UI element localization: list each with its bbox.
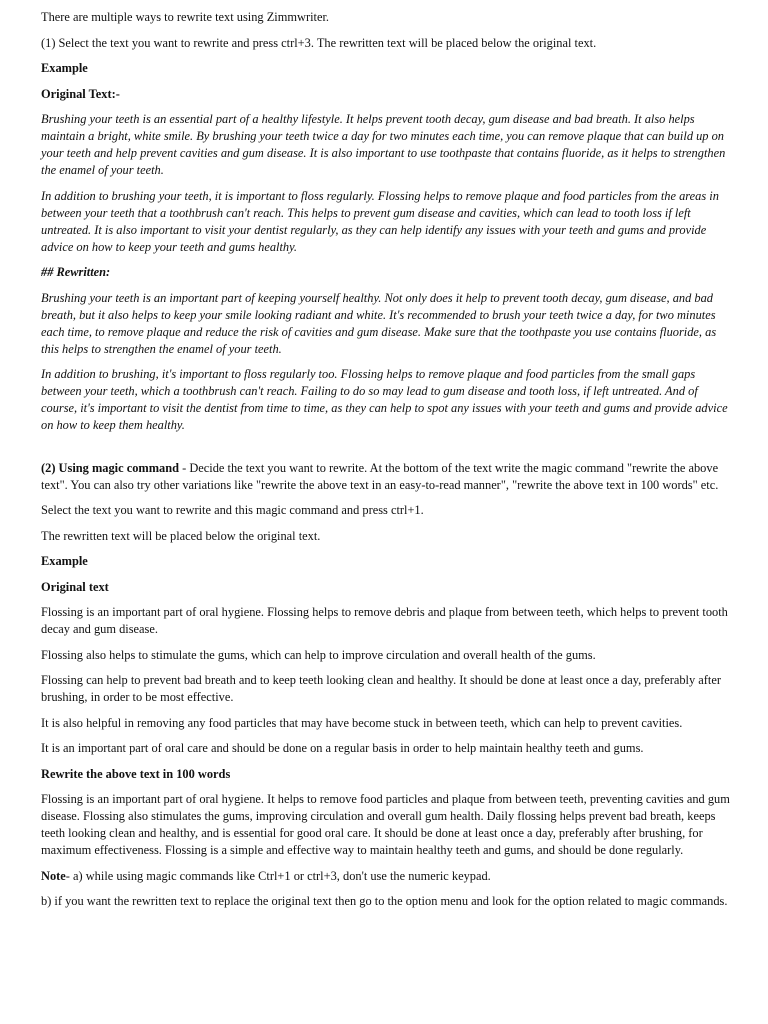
rewritten1-heading: ## Rewritten: [41,265,111,279]
original1-heading: Original Text:- [41,86,120,101]
section-spacer [41,443,734,460]
rewritten1-paragraph-2: In addition to brushing, it's important to floss regularly too. Flossing helps to remove plaque and food particles from the small gaps between your teeth, which a toothbrush can't reach. Failing to do so may lead to gum disease and tooth loss, if left untreated. And of course, it's important to visit the dentist from time to time, as they can help to spot any issues with your teeth and gums and provide advice on how to keep them healthy. [41,367,728,432]
method2-description: - Decide the text you want to rewrite. At the bottom of the text write the magic command "rewrite the above text". You can also try other variations like "rewrite the above text in an easy-to-read manner", "rewrite the above text in 100 words" etc. [41,460,719,492]
method2-select-paragraph: Select the text you want to rewrite and this magic command and press ctrl+1. [41,503,424,517]
note-a-paragraph [41,868,734,885]
original2-paragraph: Flossing is an important part of oral hygiene. Flossing helps to remove debris and plaque from between teeth, which helps to prevent tooth decay and gum disease. [41,605,728,636]
original2-heading: Original text [41,579,109,594]
note-b-paragraph: b) if you want the rewritten text to replace the original text then go to the option menu and look for the option related to magic commands. [41,894,728,908]
rewrite100-paragraph: Flossing is an important part of oral hygiene. It helps to remove food particles and plaque from between teeth, preventing cavities and gum disease. Flossing also stimulates the gums, improving circulation and overall gum health. Daily flossing helps prevent bad breath, keeps teeth looking clean and healthy, and is essential for good oral care. It should be done at least once a day, preferably after brushing, for maximum effectiveness. Flossing is a simple and effective way to maintain healthy teeth and gums, and should be done regularly. [41,792,730,857]
method1-paragraph: (1) Select the text you want to rewrite and press ctrl+3. The rewritten text will be placed below the original text. [41,35,597,50]
original1-paragraph-2: In addition to brushing your teeth, it is important to floss regularly. Flossing helps to remove plaque and food particles from the areas in between your teeth that a toothbrush can't reach. This helps to prevent gum disease and cavities, which can lead to tooth loss if left untreated. It is also important to visit your dentist regularly, as they can help identify any issues with your teeth and gums and provide advice on how to keep your teeth and gums healthy. [41,188,719,254]
example1-heading: Example [41,61,88,75]
example2-heading: Example [41,554,88,568]
original2-paragraph: It is an important part of oral care and should be done on a regular basis in order to help maintain healthy teeth and gums. [41,741,644,755]
method2-paragraph [41,460,734,494]
rewritten1-paragraph-1: Brushing your teeth is an important part of keeping yourself healthy. Not only does it help to prevent tooth decay, gum disease, and bad breath, but it also helps to keep your smile looking radiant and white. It's recommended to brush your teeth twice a day, for two minutes each time, to remove plaque and reduce the risk of cavities and gum disease. Make sure that the toothpaste you use contains fluoride, as this helps to strengthen the enamel of your teeth. [41,290,717,356]
original1-paragraph-1: Brushing your teeth is an essential part of a healthy lifestyle. It helps prevent tooth decay, gum disease and bad breath. It also helps maintain a bright, white smile. By brushing your teeth twice a day for two minutes each time, you can remove plaque that can build up on your teeth and help prevent cavities and gum disease. It is also important to use toothpaste that contains fluoride, as it helps to strengthen the enamel of your teeth. [41,112,726,177]
method2-heading: (2) Using magic command [41,460,180,475]
method2-placed-paragraph: The rewritten text will be placed below the original text. [41,528,321,543]
rewrite100-heading: Rewrite the above text in 100 words [41,766,231,781]
intro-paragraph: There are multiple ways to rewrite text using Zimmwriter. [41,10,329,24]
note-a-text: - a) while using magic commands like Ctrl+1 or ctrl+3, don't use the numeric keypad. [65,868,491,883]
original2-paragraph: Flossing can help to prevent bad breath and to keep teeth looking clean and healthy. It should be done at least once a day, preferably after brushing, in order to be most effective. [41,673,721,704]
original2-paragraph: It is also helpful in removing any food particles that may have become stuck in between teeth, which can help to prevent cavities. [41,715,683,730]
original2-paragraph: Flossing also helps to stimulate the gums, which can help to improve circulation and overall health of the gums. [41,647,596,662]
note-label: Note [41,868,66,883]
